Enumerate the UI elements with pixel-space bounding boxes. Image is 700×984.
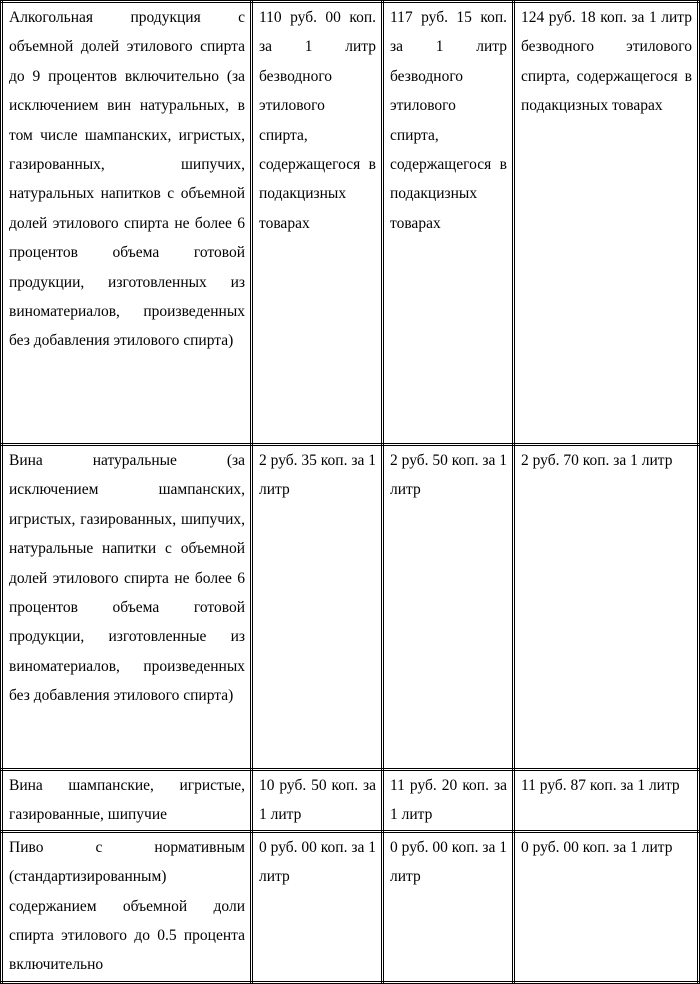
product-cell <box>2 445 252 770</box>
rate-text: 2 руб. 35 коп. за 1 литр <box>259 452 376 499</box>
table-row <box>2 770 699 832</box>
rate-text: 10 руб. 50 коп. за 1 литр <box>259 777 376 824</box>
rate-cell-1 <box>252 2 383 445</box>
rate-text: 11 руб. 87 коп. за 1 литр <box>521 777 680 794</box>
rate-cell-3 <box>514 770 699 832</box>
rate-cell-3 <box>514 2 699 445</box>
rate-cell-3 <box>514 831 699 982</box>
rate-text: 110 руб. 00 коп. за 1 литр безводного этилового спирта, содержащегося в подакцизных товарах <box>259 9 376 232</box>
rate-text: 0 руб. 00 коп. за 1 литр <box>521 838 673 856</box>
rate-cell-1 <box>252 445 383 770</box>
rate-cell-2 <box>383 770 514 832</box>
product-cell <box>2 770 252 832</box>
rate-text: 11 руб. 20 коп. за 1 литр <box>390 777 507 824</box>
table-row <box>2 445 699 770</box>
product-text: Пиво с нормативным (стандартизированным) содержанием объемной доли спирта этилового до 0.5 процента включительно <box>9 838 245 974</box>
rate-text: 2 руб. 50 коп. за 1 литр <box>390 452 507 499</box>
rate-text: 2 руб. 70 коп. за 1 литр <box>521 452 673 469</box>
product-text: Вина натуральные (за исключением шампанских, игристых, газированных, шипучих, натуральные напитки с объемной долей этилового спирта не более 6 процентов объема готовой продукции, изготовленные из виноматериалов, произведенных без добавления этилового спирта) <box>9 452 245 705</box>
product-cell <box>2 2 252 445</box>
rate-text: 124 руб. 18 коп. за 1 литр безводного этилового спирта, содержащегося в подакцизных товарах <box>521 9 692 115</box>
rate-cell-1 <box>252 770 383 832</box>
rate-cell-3 <box>514 445 699 770</box>
product-cell <box>2 831 252 982</box>
product-text: Вина шампанские, игристые, газированные, шипучие <box>9 777 245 824</box>
rate-cell-2 <box>383 831 514 982</box>
rate-cell-2 <box>383 445 514 770</box>
rate-text: 117 руб. 15 коп. за 1 литр безводного этилового спирта, содержащегося в подакцизных товарах <box>390 9 507 232</box>
rate-text: 0 руб. 00 коп. за 1 литр <box>259 838 376 886</box>
table-row <box>2 831 699 982</box>
rate-text: 0 руб. 00 коп. за 1 литр <box>390 838 507 886</box>
table-row <box>2 2 699 445</box>
rate-cell-2 <box>383 2 514 445</box>
rate-cell-1 <box>252 831 383 982</box>
product-text: Алкогольная продукция с объемной долей этилового спирта до 9 процентов включительно (за исключением вин натуральных, в том числе шампанских, игристых, газированных, шипучих, натуральных напитков с объемной долей этилового спирта не более 6 процентов объема готовой продукции, изготовленных из виноматериалов, произведенных без добавления этилового спирта) <box>9 9 245 350</box>
